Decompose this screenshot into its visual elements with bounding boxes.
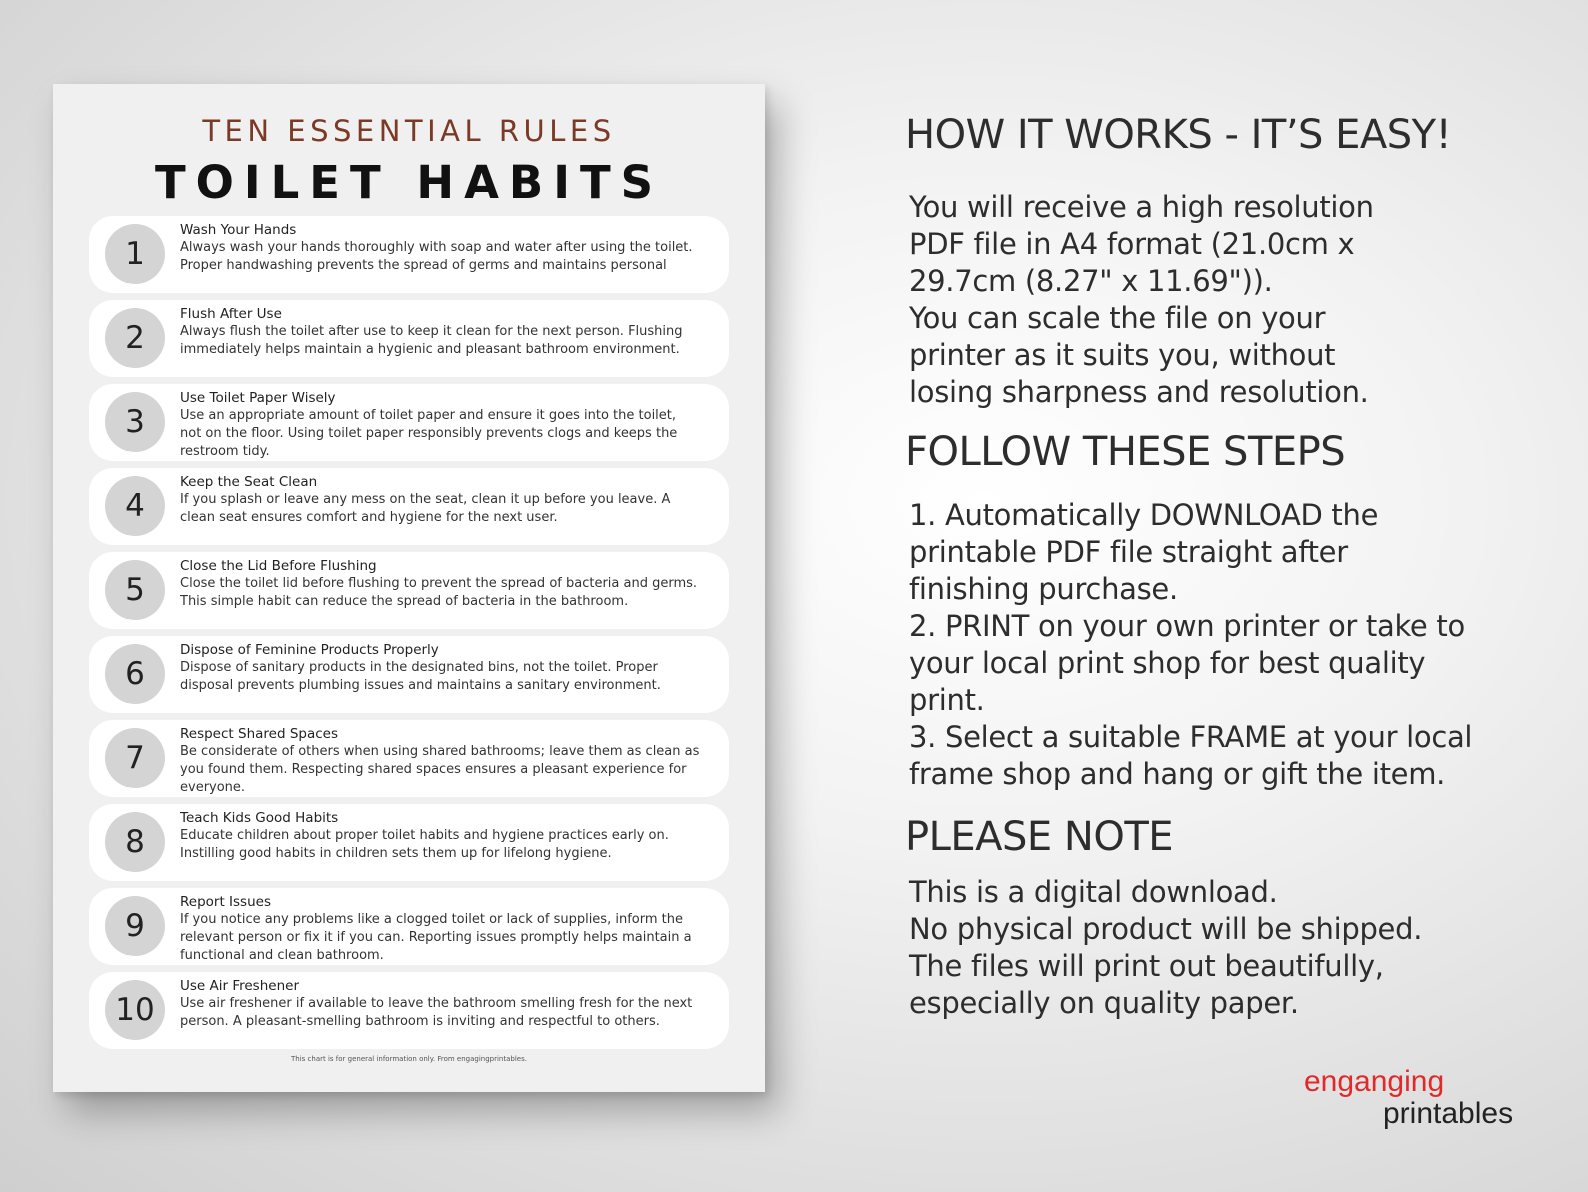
rule-item bbox=[89, 468, 729, 545]
rule-item bbox=[89, 636, 729, 713]
rule-number-badge: 6 bbox=[105, 644, 165, 704]
rule-item bbox=[89, 888, 729, 965]
rule-description: Be considerate of others when using shared bathrooms; leave them as clean as you found them. Respecting shared spaces ensures a pleasant experience for everyone. bbox=[180, 744, 700, 795]
rule-description: Use an appropriate amount of toilet paper and ensure it goes into the toilet, not on the floor. Using toilet paper responsibly prevents clogs and keeps the restroom tidy. bbox=[180, 408, 678, 459]
rule-number-badge: 9 bbox=[105, 896, 165, 956]
rule-number-badge: 2 bbox=[105, 308, 165, 368]
rule-item bbox=[89, 384, 729, 461]
rule-number-badge: 4 bbox=[105, 476, 165, 536]
brand-line-2: printables bbox=[1383, 1097, 1514, 1130]
rule-description: If you notice any problems like a clogged toilet or lack of supplies, inform the relevant person or fix it if you can. Reporting issues promptly helps maintain a functional and clean bathroom. bbox=[180, 912, 692, 963]
rule-title: Teach Kids Good Habits bbox=[180, 810, 339, 826]
rule-number-badge: 8 bbox=[105, 812, 165, 872]
rule-item bbox=[89, 804, 729, 881]
rule-title: Report Issues bbox=[180, 894, 271, 910]
follow-steps-heading: FOLLOW THESE STEPS bbox=[905, 429, 1346, 475]
how-it-works-heading: HOW IT WORKS - IT’S EASY! bbox=[905, 112, 1452, 158]
rule-number-badge: 3 bbox=[105, 392, 165, 452]
rule-item bbox=[89, 972, 729, 1049]
how-it-works-text: You will receive a high resolution PDF file in A4 format (21.0cm x 29.7cm (8.27" x 11.69")). You can scale the file on your printer as it suits you, without losing sharpness and resolution. bbox=[909, 190, 1374, 409]
rule-item bbox=[89, 552, 729, 629]
note-text: This is a digital download. No physical product will be shipped. The files will print out beautifully, especially on quality paper. bbox=[909, 875, 1423, 1020]
rule-number-badge: 1 bbox=[105, 224, 165, 284]
rule-description: If you splash or leave any mess on the seat, clean it up before you leave. A clean seat ensures comfort and hygiene for the next user. bbox=[180, 492, 671, 525]
poster-footnote: This chart is for general information only. From engagingprintables. bbox=[291, 1055, 527, 1063]
rule-title: Use Toilet Paper Wisely bbox=[180, 390, 336, 406]
rule-title: Flush After Use bbox=[180, 306, 282, 322]
rule-description: Dispose of sanitary products in the designated bins, not the toilet. Proper disposal prevents plumbing issues and maintains a sanitary environment. bbox=[180, 660, 661, 693]
please-note-heading: PLEASE NOTE bbox=[905, 814, 1174, 860]
rule-title: Dispose of Feminine Products Properly bbox=[180, 642, 439, 658]
rule-item bbox=[89, 216, 729, 293]
rule-number-badge: 7 bbox=[105, 728, 165, 788]
brand-logo bbox=[1304, 1066, 1513, 1130]
rule-title: Respect Shared Spaces bbox=[180, 726, 338, 742]
poster-subtitle: TEN ESSENTIAL RULES bbox=[202, 114, 616, 148]
rule-description: Always wash your hands thoroughly with soap and water after using the toilet. Proper handwashing prevents the spread of germs and maintains personal bbox=[180, 240, 693, 273]
rule-number-badge: 5 bbox=[105, 560, 165, 620]
brand-line-1: enganging bbox=[1304, 1065, 1445, 1098]
rule-title: Close the Lid Before Flushing bbox=[180, 558, 377, 574]
rule-number-badge: 10 bbox=[105, 980, 165, 1040]
rule-description: Close the toilet lid before flushing to prevent the spread of bacteria and germs. This simple habit can reduce the spread of bacteria in the bathroom. bbox=[180, 576, 698, 609]
rule-item bbox=[89, 720, 729, 797]
rule-title: Keep the Seat Clean bbox=[180, 474, 318, 490]
poster bbox=[53, 84, 765, 1092]
rule-title: Wash Your Hands bbox=[180, 222, 297, 238]
rule-description: Use air freshener if available to leave the bathroom smelling fresh for the next person. A pleasant-smelling bathroom is inviting and respectful to others. bbox=[180, 996, 693, 1029]
rule-title: Use Air Freshener bbox=[180, 978, 299, 994]
rule-description: Educate children about proper toilet habits and hygiene practices early on. Instilling good habits in children sets them up for lifelong hygiene. bbox=[180, 828, 669, 861]
rule-item bbox=[89, 300, 729, 377]
rule-description: Always flush the toilet after use to keep it clean for the next person. Flushing immediately helps maintain a hygienic and pleasant bathroom environment. bbox=[180, 324, 683, 357]
poster-title: TOILET HABITS bbox=[154, 156, 664, 209]
steps-text: 1. Automatically DOWNLOAD the printable PDF file straight after finishing purchase. 2. PRINT on your own printer or take to your local print shop for best quality print. 3. Select a suitable FRAME at your local frame shop and hang or gift the item. bbox=[909, 498, 1473, 791]
